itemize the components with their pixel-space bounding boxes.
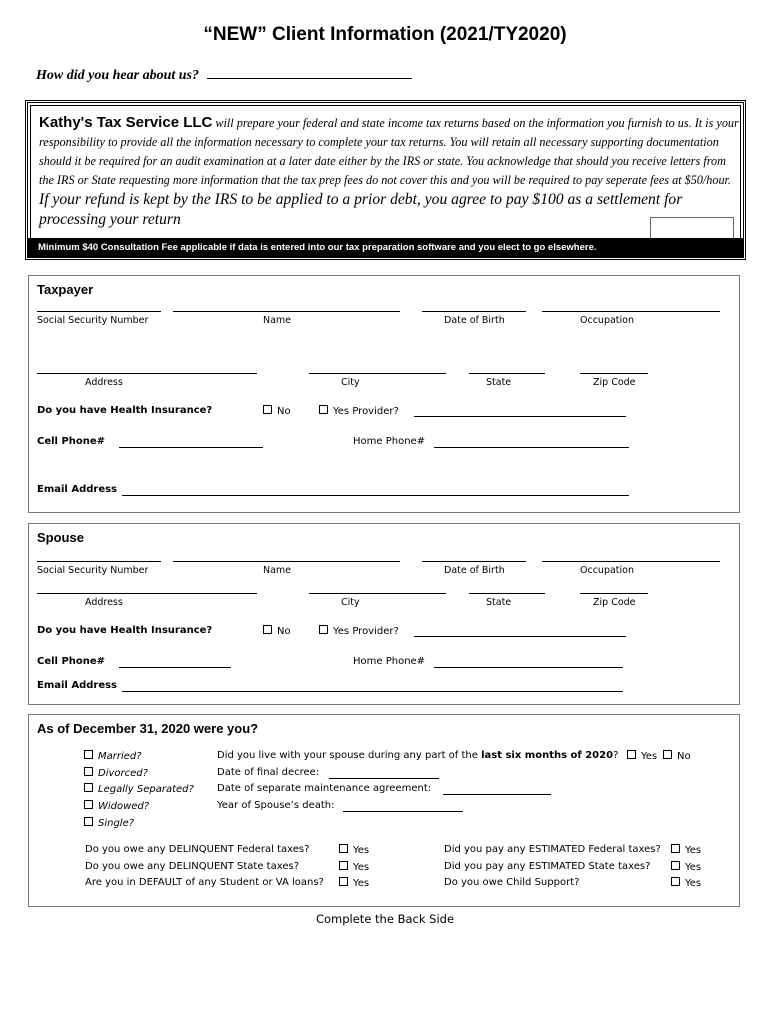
yes-label: Yes: [685, 845, 702, 856]
delinquent-state-question: Do you owe any DELINQUENT State taxes?: [85, 861, 300, 872]
agreement-box: [25, 100, 746, 260]
cell-phone-label: Cell Phone#: [37, 656, 106, 667]
taxpayer-city-field[interactable]: [309, 373, 446, 374]
checkbox-icon: [671, 877, 680, 886]
taxpayer-occupation-field[interactable]: [542, 311, 720, 312]
email-label: Email Address: [37, 484, 118, 495]
spouse-death-label: Year of Spouse’s death:: [217, 800, 335, 811]
health-no-label: No: [277, 406, 291, 417]
agreement-text: [39, 113, 739, 230]
checkbox-icon: [627, 750, 636, 759]
dob-label: Date of Birth: [444, 315, 505, 326]
live-with-spouse-question: [217, 750, 618, 761]
single-label: Single?: [98, 818, 135, 829]
health-insurance-question: Do you have Health Insurance?: [37, 625, 213, 636]
state-label: State: [486, 597, 512, 608]
delinquent-state-yes-checkbox[interactable]: [339, 861, 369, 873]
estimated-state-yes-checkbox[interactable]: [671, 861, 701, 873]
checkbox-icon: [84, 817, 93, 826]
spouse-address-field[interactable]: [37, 593, 257, 594]
ssn-label: Social Security Number: [37, 315, 149, 326]
footer-note: Complete the Back Side: [315, 912, 455, 926]
taxpayer-address-field[interactable]: [37, 373, 257, 374]
separate-maintenance-label: Date of separate maintenance agreement:: [217, 783, 432, 794]
taxpayer-ssn-field[interactable]: [37, 311, 161, 312]
yes-label: Yes: [685, 878, 702, 889]
checkbox-icon: [339, 877, 348, 886]
taxpayer-provider-field[interactable]: [414, 416, 626, 417]
legally-separated-checkbox[interactable]: [84, 783, 194, 795]
address-label: Address: [85, 597, 123, 608]
taxpayer-name-field[interactable]: [173, 311, 400, 312]
legally-separated-label: Legally Separated?: [98, 784, 194, 795]
referral-field[interactable]: [207, 66, 412, 79]
spouse-home-field[interactable]: [434, 667, 623, 668]
final-decree-label: Date of final decree:: [217, 767, 320, 778]
taxpayer-zip-field[interactable]: [580, 373, 648, 374]
spouse-ssn-field[interactable]: [37, 561, 161, 562]
health-yes-checkbox[interactable]: [319, 405, 399, 417]
live-q-emphasis: last six months of 2020: [481, 750, 614, 761]
child-support-question: Do you owe Child Support?: [444, 877, 580, 888]
checkbox-icon: [84, 767, 93, 776]
separate-maintenance-field[interactable]: [443, 794, 551, 795]
cell-phone-label: Cell Phone#: [37, 436, 106, 447]
spouse-dob-field[interactable]: [422, 561, 526, 562]
agreement-refund-clause: If your refund is kept by the IRS to be applied to a prior debt, you agree to pay $100 as a settlement for processing your return: [39, 191, 683, 228]
health-yes-label: Yes Provider?: [333, 406, 399, 417]
health-yes-label: Yes Provider?: [333, 626, 399, 637]
page-title: “NEW” Client Information (2021/TY2020): [203, 24, 567, 45]
zip-label: Zip Code: [593, 597, 636, 608]
spouse-state-field[interactable]: [469, 593, 545, 594]
checkbox-icon: [671, 861, 680, 870]
spouse-provider-field[interactable]: [414, 636, 626, 637]
checkbox-icon: [263, 625, 272, 634]
checkbox-icon: [339, 844, 348, 853]
occupation-label: Occupation: [580, 315, 634, 326]
live-q-text: Did you live with your spouse during any part of the: [217, 750, 482, 761]
address-label: Address: [85, 377, 123, 388]
loan-default-yes-checkbox[interactable]: [339, 877, 369, 889]
estimated-federal-yes-checkbox[interactable]: [671, 844, 701, 856]
taxpayer-title: Taxpayer: [37, 282, 94, 297]
delinquent-federal-yes-checkbox[interactable]: [339, 844, 369, 856]
spouse-email-field[interactable]: [122, 691, 623, 692]
divorced-checkbox[interactable]: [84, 767, 148, 779]
state-label: State: [486, 377, 512, 388]
ssn-label: Social Security Number: [37, 565, 149, 576]
spouse-health-no-checkbox[interactable]: [263, 625, 291, 637]
spouse-title: Spouse: [37, 530, 84, 545]
married-label: Married?: [98, 751, 142, 762]
referral-question: [36, 66, 412, 84]
checkbox-icon: [84, 750, 93, 759]
checkbox-icon: [339, 861, 348, 870]
live-yes-label: Yes: [641, 751, 658, 762]
taxpayer-cell-field[interactable]: [119, 447, 263, 448]
city-label: City: [341, 597, 360, 608]
company-name: Kathy's Tax Service LLC: [39, 114, 213, 131]
checkbox-icon: [84, 800, 93, 809]
loan-default-question: Are you in DEFAULT of any Student or VA loans?: [85, 877, 324, 888]
single-checkbox[interactable]: [84, 817, 134, 829]
occupation-label: Occupation: [580, 565, 634, 576]
checkbox-icon: [263, 405, 272, 414]
married-checkbox[interactable]: [84, 750, 142, 762]
taxpayer-dob-field[interactable]: [422, 311, 526, 312]
final-decree-field[interactable]: [329, 778, 439, 779]
name-label: Name: [263, 315, 292, 326]
spouse-cell-field[interactable]: [119, 667, 231, 668]
checkbox-icon: [319, 405, 328, 414]
checkbox-icon: [663, 750, 672, 759]
spouse-section: [28, 523, 740, 705]
home-phone-label: Home Phone#: [353, 656, 426, 667]
live-q-end: ?: [613, 750, 619, 761]
spouse-name-field[interactable]: [173, 561, 400, 562]
health-no-label: No: [277, 626, 291, 637]
city-label: City: [341, 377, 360, 388]
home-phone-label: Home Phone#: [353, 436, 426, 447]
zip-label: Zip Code: [593, 377, 636, 388]
status-title: As of December 31, 2020 were you?: [37, 721, 259, 736]
health-no-checkbox[interactable]: [263, 405, 291, 417]
checkbox-icon: [319, 625, 328, 634]
checkbox-icon: [671, 844, 680, 853]
estimated-state-question: Did you pay any ESTIMATED State taxes?: [444, 861, 651, 872]
widowed-label: Widowed?: [98, 801, 150, 812]
yes-label: Yes: [353, 878, 370, 889]
agreement-body: will prepare your federal and state income tax returns based on the information you furnish to us. It is your responsibility to provide all the information necessary to complete your tax returns. You will retain all necessary supporting documentation should it be required for an audit examination at a later date either by the IRS or state. You acknowledge that should you receive letters from the IRS or State requesting more information that the tax prep fees do not cover this and you will be required to pay seperate fees at $50/hour.: [39, 116, 739, 187]
minimum-fee-banner: Minimum $40 Consultation Fee applicable if data is entered into our tax preparation software and you elect to go elsewhere.: [28, 238, 743, 257]
spouse-zip-field[interactable]: [580, 593, 648, 594]
child-support-yes-checkbox[interactable]: [671, 877, 701, 889]
health-insurance-question: Do you have Health Insurance?: [37, 405, 213, 416]
divorced-label: Divorced?: [98, 768, 148, 779]
yes-label: Yes: [353, 845, 370, 856]
taxpayer-state-field[interactable]: [469, 373, 545, 374]
yes-label: Yes: [685, 862, 702, 873]
taxpayer-email-field[interactable]: [122, 495, 629, 496]
live-no-label: No: [677, 751, 691, 762]
filing-status-section: [28, 714, 740, 907]
live-yes-checkbox[interactable]: [627, 750, 657, 762]
taxpayer-section: [28, 275, 740, 513]
name-label: Name: [263, 565, 292, 576]
referral-label: How did you hear about us?: [36, 68, 199, 83]
spouse-health-yes-checkbox[interactable]: [319, 625, 399, 637]
spouse-death-field[interactable]: [343, 811, 463, 812]
spouse-city-field[interactable]: [309, 593, 446, 594]
email-label: Email Address: [37, 680, 118, 691]
yes-label: Yes: [353, 862, 370, 873]
live-no-checkbox[interactable]: [663, 750, 691, 762]
delinquent-federal-question: Do you owe any DELINQUENT Federal taxes?: [85, 844, 310, 855]
checkbox-icon: [84, 783, 93, 792]
dob-label: Date of Birth: [444, 565, 505, 576]
widowed-checkbox[interactable]: [84, 800, 149, 812]
spouse-occupation-field[interactable]: [542, 561, 720, 562]
estimated-federal-question: Did you pay any ESTIMATED Federal taxes?: [444, 844, 661, 855]
taxpayer-home-field[interactable]: [434, 447, 629, 448]
